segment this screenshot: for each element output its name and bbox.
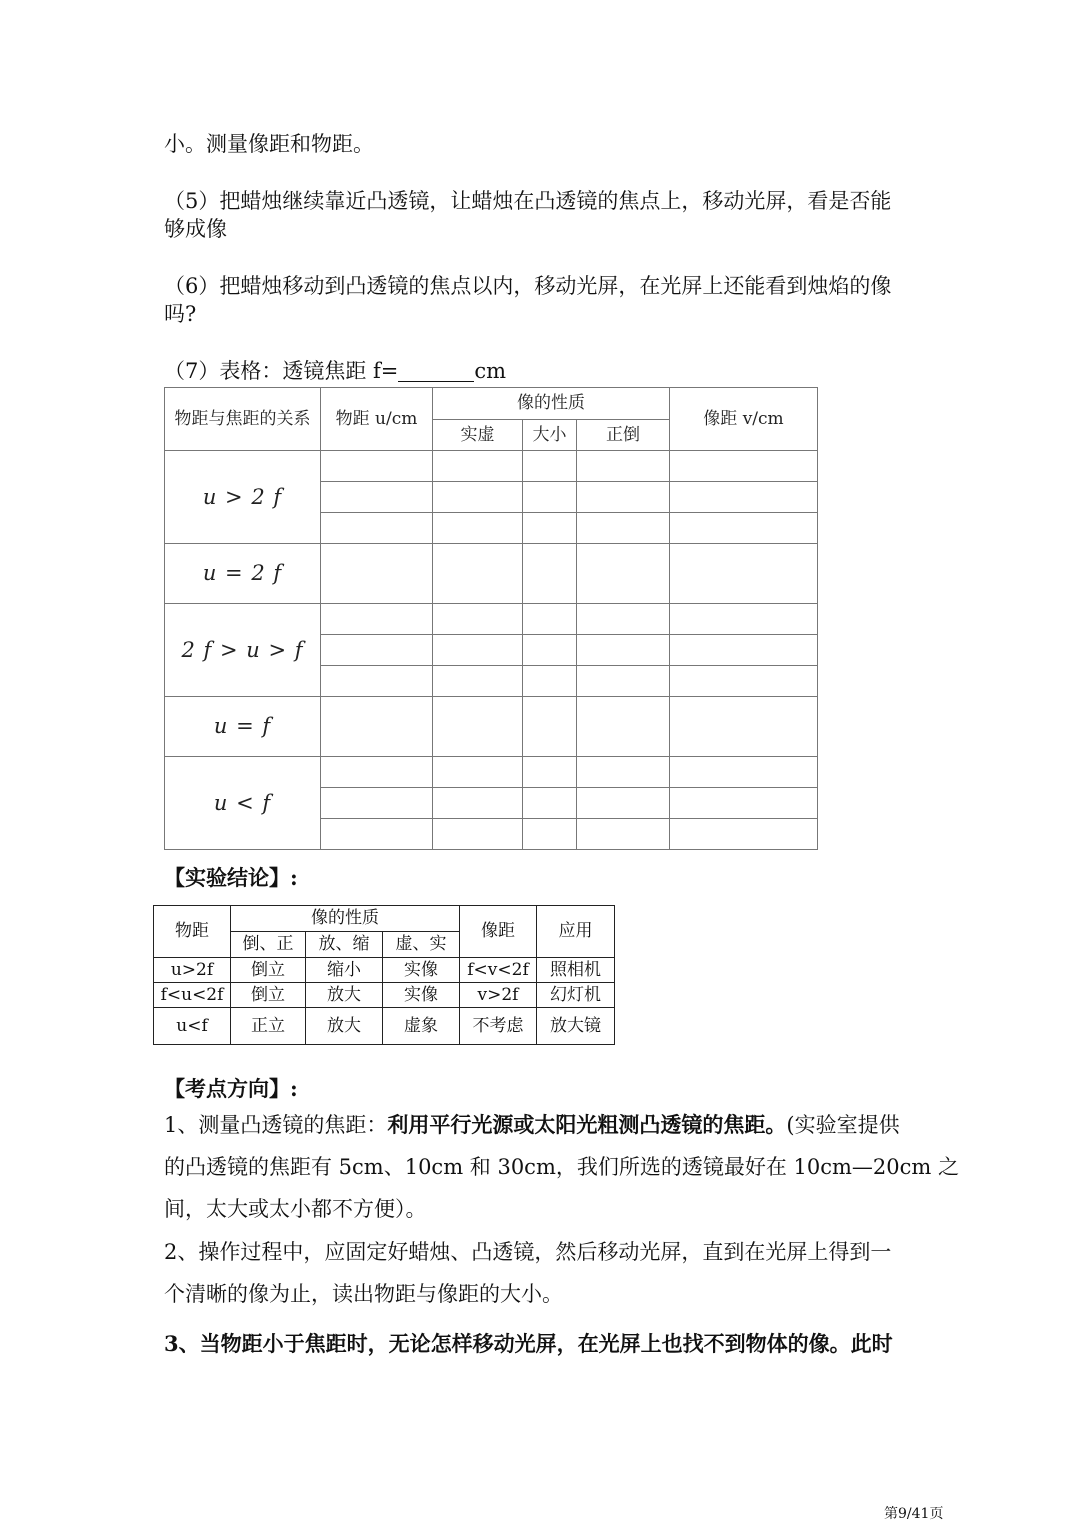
table-cell: 虚象 bbox=[383, 1008, 460, 1045]
table-cell bbox=[321, 819, 433, 850]
table-cell bbox=[523, 757, 577, 788]
header-relation: 物距与焦距的关系 bbox=[165, 388, 321, 451]
conclusion-heading: 【实验结论】: bbox=[164, 865, 298, 890]
table-cell bbox=[433, 604, 523, 635]
relation-cell: u = 2 f bbox=[165, 544, 321, 604]
table-cell: v>2f bbox=[460, 983, 537, 1008]
table-cell: 实像 bbox=[383, 983, 460, 1008]
table-cell: 放大 bbox=[306, 1008, 383, 1045]
table-cell: 不考虑 bbox=[460, 1008, 537, 1045]
table-cell bbox=[433, 513, 523, 544]
table-cell bbox=[577, 788, 670, 819]
header-orientation: 倒、正 bbox=[231, 932, 306, 958]
table-cell: 倒立 bbox=[231, 958, 306, 983]
step-5-line-2: 够成像 bbox=[164, 217, 227, 241]
header-image-distance: 像距 bbox=[460, 906, 537, 958]
relation-cell: u = f bbox=[165, 697, 321, 757]
table-cell bbox=[577, 666, 670, 697]
table-cell bbox=[433, 788, 523, 819]
header-image-nature: 像的性质 bbox=[433, 388, 670, 420]
header-image-nature: 像的性质 bbox=[231, 906, 460, 932]
table-cell bbox=[433, 451, 523, 482]
table-cell bbox=[577, 451, 670, 482]
table-cell bbox=[321, 482, 433, 513]
table-cell bbox=[433, 697, 523, 757]
table-cell bbox=[670, 635, 818, 666]
table-cell bbox=[670, 788, 818, 819]
relation-cell: u < f bbox=[165, 757, 321, 850]
table-cell bbox=[577, 482, 670, 513]
table-cell bbox=[433, 757, 523, 788]
table-cell bbox=[321, 788, 433, 819]
focal-length-blank bbox=[398, 359, 474, 382]
text-line: 小。测量像距和物距。 bbox=[164, 132, 374, 156]
table-cell: u<f bbox=[154, 1008, 231, 1045]
table-cell bbox=[321, 451, 433, 482]
relation-cell: u > 2 f bbox=[165, 451, 321, 544]
table-cell bbox=[321, 697, 433, 757]
table-cell: 正立 bbox=[231, 1008, 306, 1045]
point-1-note: (实验室提供 bbox=[786, 1113, 900, 1137]
table-cell bbox=[433, 635, 523, 666]
table-cell bbox=[670, 482, 818, 513]
point-1-bold: 利用平行光源或太阳光粗测凸透镜的焦距。 bbox=[387, 1112, 787, 1137]
step-7-prefix: （7）表格：透镜焦距 f= bbox=[164, 359, 399, 383]
table-cell bbox=[321, 544, 433, 604]
table-cell bbox=[523, 697, 577, 757]
table-cell bbox=[670, 819, 818, 850]
header-application: 应用 bbox=[537, 906, 615, 958]
header-object-distance: 物距 u/cm bbox=[321, 388, 433, 451]
point-1-line-1 bbox=[164, 1111, 900, 1139]
table-cell bbox=[321, 635, 433, 666]
table-cell: u>2f bbox=[154, 958, 231, 983]
table-cell bbox=[577, 604, 670, 635]
table-cell: 实像 bbox=[383, 958, 460, 983]
table-cell: 放大 bbox=[306, 983, 383, 1008]
page-number: 第9/41页 bbox=[884, 1506, 944, 1522]
table-cell: 缩小 bbox=[306, 958, 383, 983]
experiment-record-table bbox=[164, 387, 818, 850]
step-5-line-1: （5）把蜡烛继续靠近凸透镜，让蜡烛在凸透镜的焦点上，移动光屏，看是否能 bbox=[164, 189, 892, 213]
table-cell bbox=[523, 544, 577, 604]
header-object-distance: 物距 bbox=[154, 906, 231, 958]
header-real-virtual: 实虚 bbox=[433, 420, 523, 451]
step-7-line bbox=[164, 357, 506, 385]
table-cell bbox=[433, 482, 523, 513]
table-cell bbox=[577, 635, 670, 666]
table-cell bbox=[321, 513, 433, 544]
header-size: 放、缩 bbox=[306, 932, 383, 958]
table-cell bbox=[433, 544, 523, 604]
table-cell bbox=[433, 819, 523, 850]
point-1-intro: 1、测量凸透镜的焦距： bbox=[164, 1113, 388, 1137]
table-cell: 倒立 bbox=[231, 983, 306, 1008]
table-cell bbox=[670, 604, 818, 635]
table-cell bbox=[321, 757, 433, 788]
table-cell bbox=[670, 513, 818, 544]
table-cell bbox=[577, 544, 670, 604]
table-cell bbox=[577, 697, 670, 757]
table-cell bbox=[523, 482, 577, 513]
table-cell bbox=[321, 666, 433, 697]
table-cell bbox=[523, 451, 577, 482]
table-cell bbox=[670, 757, 818, 788]
header-orientation: 正倒 bbox=[577, 420, 670, 451]
table-cell bbox=[523, 513, 577, 544]
point-2-line-2: 个清晰的像为止，读出物距与像距的大小。 bbox=[164, 1282, 563, 1306]
table-cell bbox=[433, 666, 523, 697]
table-cell bbox=[670, 666, 818, 697]
table-cell: 放大镜 bbox=[537, 1008, 615, 1045]
table-cell: 照相机 bbox=[537, 958, 615, 983]
relation-cell: 2 f > u > f bbox=[165, 604, 321, 697]
table-cell bbox=[670, 451, 818, 482]
step-7-unit: cm bbox=[474, 359, 507, 383]
table-cell bbox=[670, 697, 818, 757]
table-cell: 幻灯机 bbox=[537, 983, 615, 1008]
table-cell bbox=[321, 604, 433, 635]
exam-heading: 【考点方向】: bbox=[164, 1076, 298, 1101]
table-cell bbox=[523, 604, 577, 635]
step-6-line-1: （6）把蜡烛移动到凸透镜的焦点以内，移动光屏，在光屏上还能看到烛焰的像 bbox=[164, 274, 892, 298]
table-cell bbox=[577, 513, 670, 544]
header-real-virtual: 虚、实 bbox=[383, 932, 460, 958]
header-size: 大小 bbox=[523, 420, 577, 451]
point-3-line-1: 3、当物距小于焦距时，无论怎样移动光屏，在光屏上也找不到物体的像。此时 bbox=[164, 1331, 893, 1356]
table-cell: f<v<2f bbox=[460, 958, 537, 983]
point-2-line-1: 2、操作过程中，应固定好蜡烛、凸透镜，然后移动光屏，直到在光屏上得到一 bbox=[164, 1240, 892, 1264]
point-1-line-3: 间，太大或太小都不方便）。 bbox=[164, 1197, 427, 1221]
step-6-line-2: 吗? bbox=[164, 302, 197, 326]
table-cell bbox=[670, 544, 818, 604]
conclusion-table bbox=[153, 905, 615, 1045]
header-image-distance: 像距 v/cm bbox=[670, 388, 818, 451]
table-cell bbox=[523, 635, 577, 666]
table-cell: f<u<2f bbox=[154, 983, 231, 1008]
table-cell bbox=[523, 788, 577, 819]
point-1-line-2: 的凸透镜的焦距有 5cm、10cm 和 30cm，我们所选的透镜最好在 10cm—20cm 之 bbox=[164, 1155, 959, 1179]
table-cell bbox=[577, 819, 670, 850]
table-cell bbox=[523, 819, 577, 850]
table-cell bbox=[577, 757, 670, 788]
table-cell bbox=[523, 666, 577, 697]
